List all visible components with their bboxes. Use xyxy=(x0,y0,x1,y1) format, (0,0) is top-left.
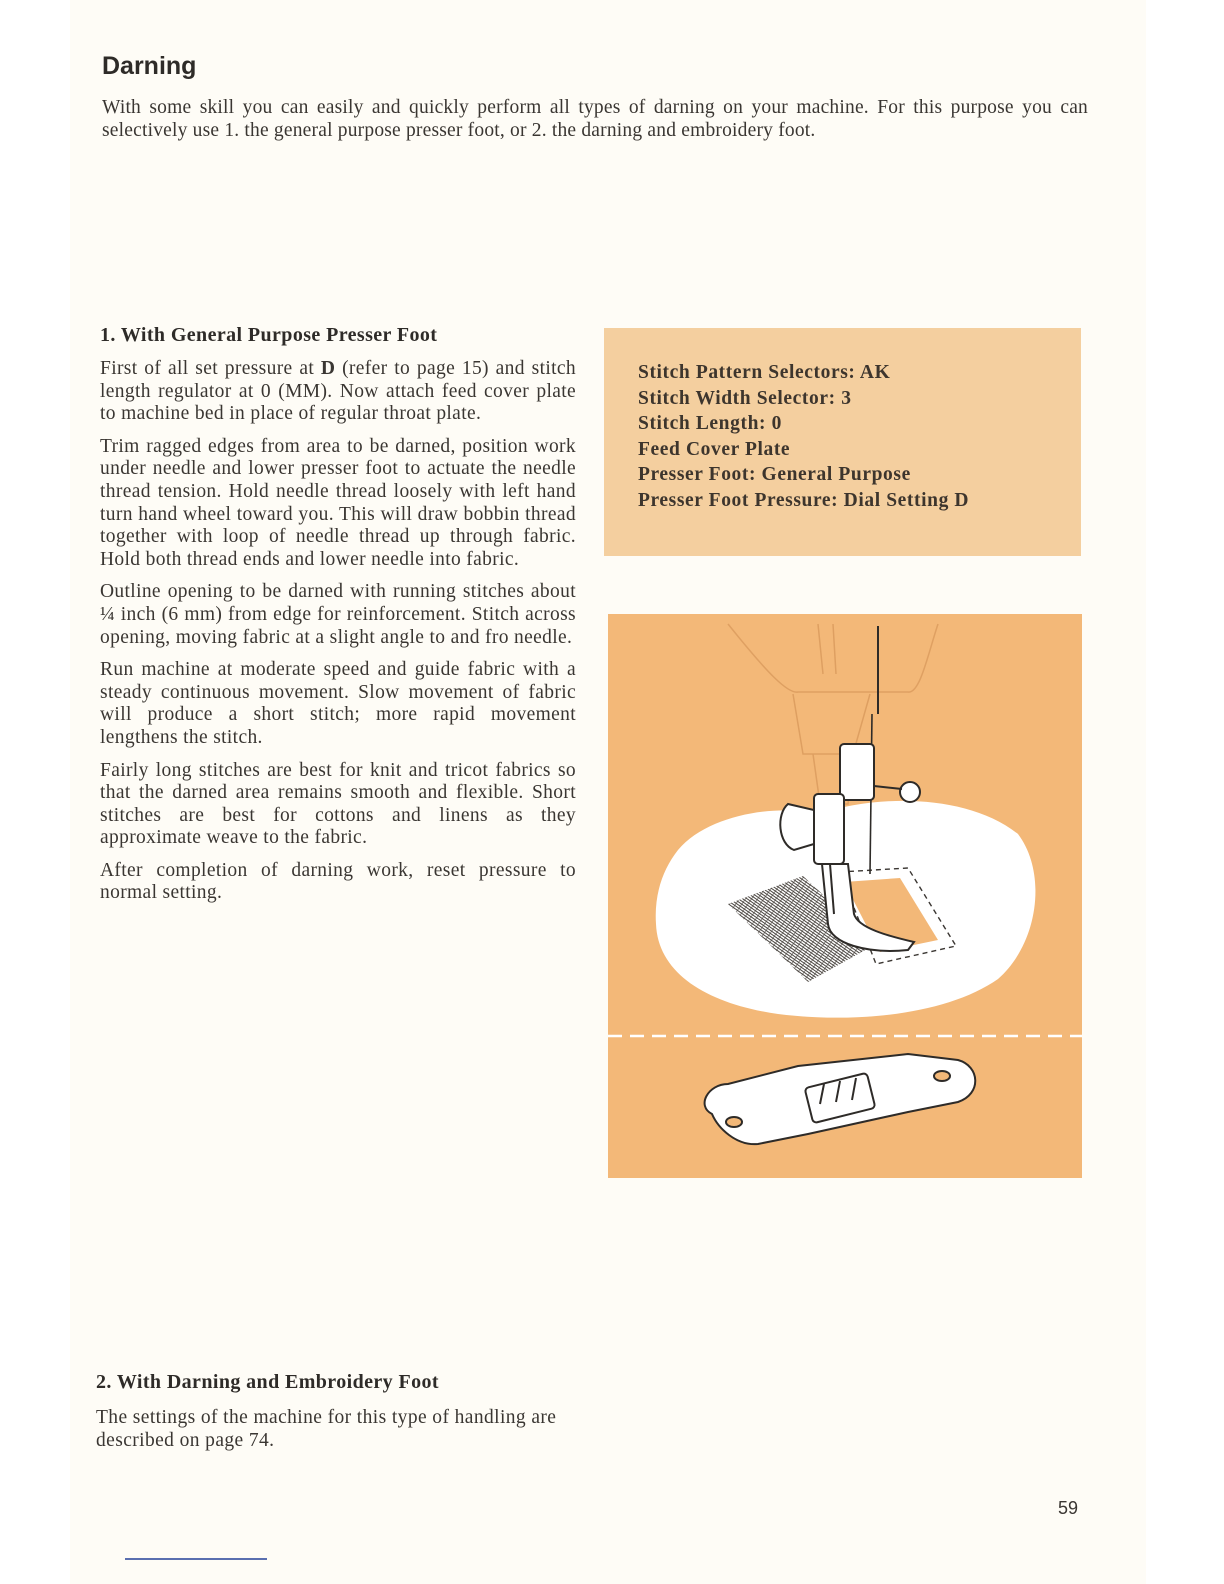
section1-paragraph: After completion of darning work, reset pressure to normal setting. xyxy=(100,859,576,904)
text-run: First of all set pressure at xyxy=(100,358,321,379)
section1-heading: 1. With General Purpose Presser Foot xyxy=(100,324,438,346)
section1-body xyxy=(100,358,576,915)
page-title: Darning xyxy=(102,52,197,80)
section1-paragraph: Run machine at moderate speed and guide fabric with a steady continuous movement. Slow movement of fabric will produce a short stitch; more rapid movement lengthens the stitch. xyxy=(100,659,576,748)
machine-settings-box xyxy=(604,328,1081,556)
section1-paragraph: Trim ragged edges from area to be darned, position work under needle and lower presser foot to actuate the needle thread tension. Hold needle thread loosely with left hand turn hand wheel toward you. This will draw bobbin thread together with loop of needle thread up through fabric. Hold both thread ends and lower needle into fabric. xyxy=(100,435,576,570)
text-run: (refer to page 15) and stitch length regulator at 0 (MM). Now attach feed cover plate to machine bed in place of regular throat plate. xyxy=(100,358,576,425)
page-number: 59 xyxy=(1058,1498,1079,1518)
setting-item: Stitch Length: 0 xyxy=(638,413,782,435)
darning-illustration xyxy=(608,614,1082,1178)
setting-item: Stitch Pattern Selectors: AK xyxy=(638,362,891,383)
bottom-rule xyxy=(125,1558,267,1560)
setting-item: Feed Cover Plate xyxy=(638,438,791,460)
section1-paragraph: Outline opening to be darned with running stitches about ¼ inch (6 mm) from edge for reinforcement. Stitch across opening, moving fabric at a slight angle to and fro needle. xyxy=(100,581,576,648)
setting-item: Stitch Width Selector: 3 xyxy=(638,387,852,409)
intro-paragraph: With some skill you can easily and quickly perform all types of darning on your machine. For this purpose you can selectively use 1. the general purpose presser foot, or 2. the darning and embroidery foot. xyxy=(102,97,1088,141)
pressure-setting-letter: D xyxy=(320,358,336,379)
section2-text: The settings of the machine for this type of handling are described on page 74. xyxy=(96,1407,557,1451)
setting-item: Presser Foot Pressure: Dial Setting D xyxy=(638,489,970,511)
section1-paragraph xyxy=(100,358,576,426)
setting-item: Presser Foot: General Purpose xyxy=(638,464,911,486)
section2-heading: 2. With Darning and Embroidery Foot xyxy=(96,1371,439,1393)
settings-list xyxy=(604,328,1081,514)
section1-paragraph: Fairly long stitches are best for knit and tricot fabrics so that the darned area remains smooth and flexible. Short stitches are best for cottons and linens as they approximate weave to the fabric. xyxy=(100,759,576,849)
